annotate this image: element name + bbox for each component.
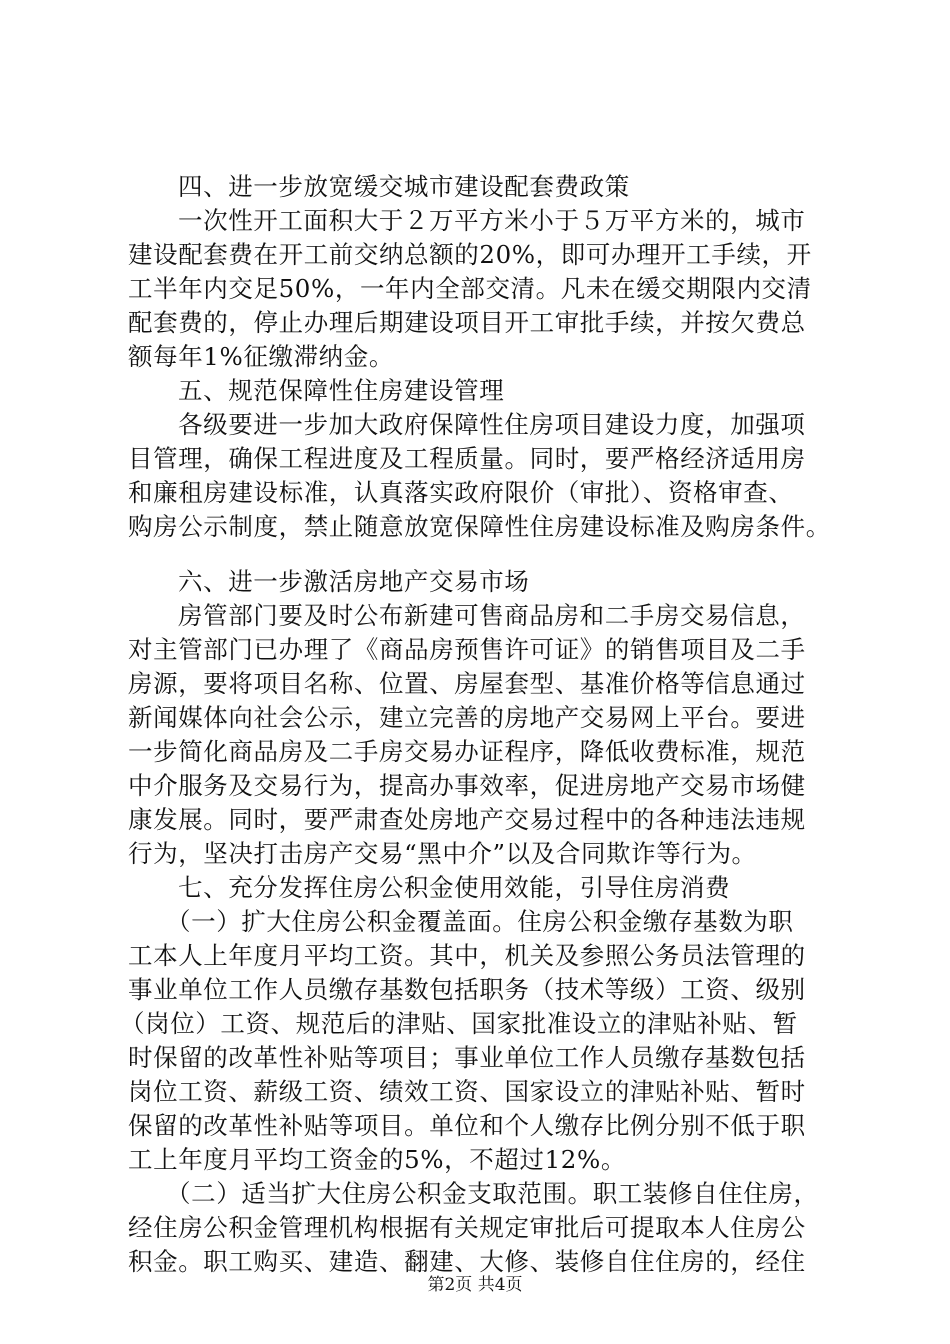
- section-heading-5: 五、规范保障性住房建设管理: [178, 376, 505, 405]
- paragraph-line: 额每年1%征缴滞纳金。: [128, 342, 394, 371]
- paragraph-line: 岗位工资、薪级工资、绩效工资、国家设立的津贴补贴、暂时: [128, 1077, 806, 1106]
- paragraph-line: 和廉租房建设标准，认真落实政府限价（审批）、资格审查、: [128, 478, 794, 507]
- paragraph-line: 房源，要将项目名称、位置、房屋套型、基准价格等信息通过: [128, 669, 806, 698]
- paragraph-line: 各级要进一步加大政府保障性住房项目建设力度，加强项: [178, 410, 806, 439]
- section-heading-4: 四、进一步放宽缓交城市建设配套费政策: [178, 172, 630, 201]
- subsection-line: （二）适当扩大住房公积金支取范围。职工装修自住住房，: [166, 1179, 819, 1208]
- paragraph-line: 房管部门要及时公布新建可售商品房和二手房交易信息，: [178, 601, 806, 630]
- paragraph-line: 一步简化商品房及二手房交易办证程序，降低收费标准，规范: [128, 737, 806, 766]
- paragraph-line: 购房公示制度，禁止随意放宽保障性住房建设标准及购房条件。: [128, 512, 831, 541]
- paragraph-line: 目管理，确保工程进度及工程质量。同时，要严格经济适用房: [128, 444, 806, 473]
- subsection-line: （一）扩大住房公积金覆盖面。住房公积金缴存基数为职: [166, 907, 794, 936]
- paragraph-line: 配套费的，停止办理后期建设项目开工审批手续，并按欠费总: [128, 308, 806, 337]
- paragraph-line: （岗位）工资、规范后的津贴、国家批准设立的津贴补贴、暂: [120, 1009, 798, 1038]
- paragraph-line: 时保留的改革性补贴等项目；事业单位工作人员缴存基数包括: [128, 1043, 806, 1072]
- paragraph-line: 对主管部门已办理了《商品房预售许可证》的销售项目及二手: [128, 635, 806, 664]
- paragraph-line: 工上年度月平均工资金的5%，不超过12%。: [128, 1145, 626, 1174]
- paragraph-line: 新闻媒体向社会公示，建立完善的房地产交易网上平台。要进: [128, 703, 806, 732]
- paragraph-line: 建设配套费在开工前交纳总额的20%，即可办理开工手续，开: [128, 240, 812, 269]
- paragraph-line: 一次性开工面积大于２万平方米小于５万平方米的，城市: [178, 206, 806, 235]
- section-heading-7: 七、充分发挥住房公积金使用效能，引导住房消费: [178, 873, 731, 902]
- paragraph-line: 积金。职工购买、建造、翻建、大修、装修自住住房的，经住: [128, 1247, 806, 1276]
- paragraph-line: 中介服务及交易行为，提高办事效率，促进房地产交易市场健: [128, 771, 806, 800]
- paragraph-line: 工半年内交足50%，一年内全部交清。凡未在缓交期限内交清: [128, 274, 812, 303]
- section-heading-6: 六、进一步激活房地产交易市场: [178, 567, 530, 596]
- paragraph-line: 工本人上年度月平均工资。其中，机关及参照公务员法管理的: [128, 941, 806, 970]
- paragraph-line: 事业单位工作人员缴存基数包括职务（技术等级）工资、级别: [128, 975, 806, 1004]
- paragraph-line: 经住房公积金管理机构根据有关规定审批后可提取本人住房公: [128, 1213, 806, 1242]
- paragraph-line: 行为，坚决打击房产交易“黑中介”以及合同欺诈等行为。: [128, 839, 757, 868]
- paragraph-line: 保留的改革性补贴等项目。单位和个人缴存比例分别不低于职: [128, 1111, 806, 1140]
- paragraph-line: 康发展。同时，要严肃查处房地产交易过程中的各种违法违规: [128, 805, 806, 834]
- page-number-footer: 第2页 共4页: [427, 1275, 523, 1295]
